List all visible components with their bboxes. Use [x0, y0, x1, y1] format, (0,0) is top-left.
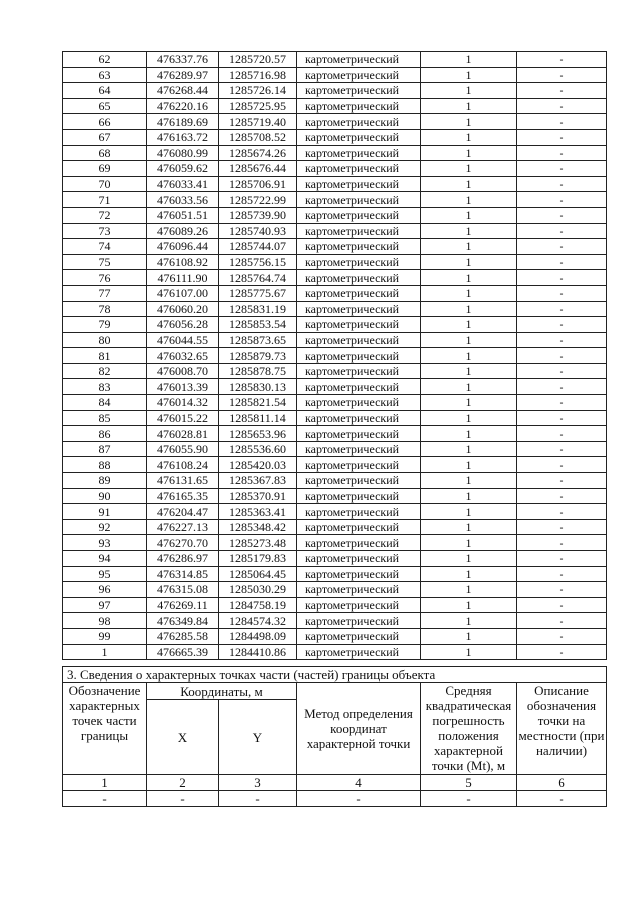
point-number-cell: 79 [63, 317, 147, 333]
table-row [63, 628, 607, 644]
method-cell: картометрический [297, 317, 421, 333]
accuracy-cell: 1 [421, 566, 517, 582]
point-number-cell: 67 [63, 129, 147, 145]
accuracy-cell: 1 [421, 363, 517, 379]
description-cell: - [517, 129, 607, 145]
x-coordinate-cell: 476013.39 [147, 379, 219, 395]
point-number-cell: 80 [63, 332, 147, 348]
table-row [63, 192, 607, 208]
y-coordinate-cell: 1285179.83 [219, 551, 297, 567]
table-row [63, 83, 607, 99]
accuracy-cell: 1 [421, 488, 517, 504]
y-coordinate-cell: 1284574.32 [219, 613, 297, 629]
method-cell: картометрический [297, 441, 421, 457]
accuracy-cell: 1 [421, 98, 517, 114]
accuracy-cell: 1 [421, 301, 517, 317]
header-x: X [147, 700, 219, 775]
column-number: 3 [219, 775, 297, 791]
x-coordinate-cell: 476286.97 [147, 551, 219, 567]
y-coordinate-cell: 1285740.93 [219, 223, 297, 239]
method-cell: картометрический [297, 426, 421, 442]
table-row [63, 161, 607, 177]
accuracy-cell: 1 [421, 270, 517, 286]
point-number-cell: 69 [63, 161, 147, 177]
x-coordinate-cell: 476270.70 [147, 535, 219, 551]
point-number-cell: 65 [63, 98, 147, 114]
table-row [63, 582, 607, 598]
method-cell: картометрический [297, 519, 421, 535]
table-row [63, 129, 607, 145]
method-cell: картометрический [297, 348, 421, 364]
method-cell: картометрический [297, 207, 421, 223]
x-coordinate-cell: 476227.13 [147, 519, 219, 535]
y-coordinate-cell: 1285725.95 [219, 98, 297, 114]
table-row [63, 395, 607, 411]
y-coordinate-cell: 1285536.60 [219, 441, 297, 457]
description-cell: - [517, 379, 607, 395]
accuracy-cell: 1 [421, 332, 517, 348]
method-cell: картометрический [297, 161, 421, 177]
method-cell: картометрический [297, 129, 421, 145]
method-cell: картометрический [297, 192, 421, 208]
table-row [63, 223, 607, 239]
point-number-cell: 83 [63, 379, 147, 395]
method-cell: картометрический [297, 98, 421, 114]
x-coordinate-cell: 476080.99 [147, 145, 219, 161]
accuracy-cell: 1 [421, 519, 517, 535]
x-coordinate-cell: 476060.20 [147, 301, 219, 317]
x-coordinate-cell: 476015.22 [147, 410, 219, 426]
y-coordinate-cell: 1284498.09 [219, 628, 297, 644]
table-row [63, 317, 607, 333]
x-coordinate-cell: 476111.90 [147, 270, 219, 286]
accuracy-cell: 1 [421, 348, 517, 364]
method-cell: картометрический [297, 457, 421, 473]
table-row [63, 644, 607, 660]
method-cell: картометрический [297, 270, 421, 286]
x-coordinate-cell: 476269.11 [147, 597, 219, 613]
empty-cell: - [297, 791, 421, 807]
accuracy-cell: 1 [421, 239, 517, 255]
x-coordinate-cell: 476108.24 [147, 457, 219, 473]
method-cell: картометрический [297, 145, 421, 161]
description-cell: - [517, 98, 607, 114]
accuracy-cell: 1 [421, 426, 517, 442]
accuracy-cell: 1 [421, 83, 517, 99]
table-row [63, 426, 607, 442]
column-number: 5 [421, 775, 517, 791]
point-number-cell: 73 [63, 223, 147, 239]
description-cell: - [517, 613, 607, 629]
x-coordinate-cell: 476268.44 [147, 83, 219, 99]
y-coordinate-cell: 1285722.99 [219, 192, 297, 208]
accuracy-cell: 1 [421, 207, 517, 223]
method-cell: картометрический [297, 473, 421, 489]
accuracy-cell: 1 [421, 52, 517, 68]
y-coordinate-cell: 1285370.91 [219, 488, 297, 504]
x-coordinate-cell: 476032.65 [147, 348, 219, 364]
description-cell: - [517, 223, 607, 239]
point-number-cell: 74 [63, 239, 147, 255]
y-coordinate-cell: 1285878.75 [219, 363, 297, 379]
description-cell: - [517, 395, 607, 411]
x-coordinate-cell: 476315.08 [147, 582, 219, 598]
method-cell: картометрический [297, 535, 421, 551]
point-number-cell: 93 [63, 535, 147, 551]
section3-title: 3. Сведения о характерных точках части (частей) границы объекта [63, 667, 607, 683]
description-cell: - [517, 473, 607, 489]
y-coordinate-cell: 1285367.83 [219, 473, 297, 489]
y-coordinate-cell: 1285420.03 [219, 457, 297, 473]
y-coordinate-cell: 1285676.44 [219, 161, 297, 177]
accuracy-cell: 1 [421, 395, 517, 411]
description-cell: - [517, 67, 607, 83]
point-number-cell: 97 [63, 597, 147, 613]
accuracy-cell: 1 [421, 285, 517, 301]
empty-cell: - [63, 791, 147, 807]
description-cell: - [517, 644, 607, 660]
table-row [63, 239, 607, 255]
x-coordinate-cell: 476204.47 [147, 504, 219, 520]
accuracy-cell: 1 [421, 644, 517, 660]
y-coordinate-cell: 1285708.52 [219, 129, 297, 145]
x-coordinate-cell: 476033.56 [147, 192, 219, 208]
method-cell: картометрический [297, 332, 421, 348]
description-cell: - [517, 207, 607, 223]
boundary-points-table [62, 51, 607, 660]
description-cell: - [517, 285, 607, 301]
table-row [63, 145, 607, 161]
point-number-cell: 87 [63, 441, 147, 457]
description-cell: - [517, 519, 607, 535]
y-coordinate-cell: 1285726.14 [219, 83, 297, 99]
column-number: 6 [517, 775, 607, 791]
table-row [63, 207, 607, 223]
x-coordinate-cell: 476108.92 [147, 254, 219, 270]
accuracy-cell: 1 [421, 192, 517, 208]
description-cell: - [517, 114, 607, 130]
x-coordinate-cell: 476028.81 [147, 426, 219, 442]
x-coordinate-cell: 476220.16 [147, 98, 219, 114]
point-number-cell: 75 [63, 254, 147, 270]
y-coordinate-cell: 1285348.42 [219, 519, 297, 535]
section3-table [62, 666, 607, 807]
point-number-cell: 70 [63, 176, 147, 192]
accuracy-cell: 1 [421, 597, 517, 613]
point-number-cell: 66 [63, 114, 147, 130]
point-number-cell: 64 [63, 83, 147, 99]
accuracy-cell: 1 [421, 317, 517, 333]
x-coordinate-cell: 476051.51 [147, 207, 219, 223]
header-y: Y [219, 700, 297, 775]
empty-cell: - [147, 791, 219, 807]
method-cell: картометрический [297, 566, 421, 582]
accuracy-cell: 1 [421, 582, 517, 598]
x-coordinate-cell: 476131.65 [147, 473, 219, 489]
method-cell: картометрический [297, 395, 421, 411]
header-method: Метод определения координат характерной точки [297, 683, 421, 775]
x-coordinate-cell: 476056.28 [147, 317, 219, 333]
y-coordinate-cell: 1285716.98 [219, 67, 297, 83]
x-coordinate-cell: 476044.55 [147, 332, 219, 348]
y-coordinate-cell: 1285830.13 [219, 379, 297, 395]
y-coordinate-cell: 1285064.45 [219, 566, 297, 582]
y-coordinate-cell: 1285719.40 [219, 114, 297, 130]
y-coordinate-cell: 1284410.86 [219, 644, 297, 660]
description-cell: - [517, 239, 607, 255]
point-number-cell: 72 [63, 207, 147, 223]
column-number: 1 [63, 775, 147, 791]
table-row [63, 410, 607, 426]
method-cell: картометрический [297, 613, 421, 629]
description-cell: - [517, 348, 607, 364]
table-row [63, 254, 607, 270]
description-cell: - [517, 410, 607, 426]
accuracy-cell: 1 [421, 223, 517, 239]
y-coordinate-cell: 1285273.48 [219, 535, 297, 551]
method-cell: картометрический [297, 551, 421, 567]
table-row [63, 441, 607, 457]
y-coordinate-cell: 1285831.19 [219, 301, 297, 317]
x-coordinate-cell: 476285.58 [147, 628, 219, 644]
empty-cell: - [517, 791, 607, 807]
y-coordinate-cell: 1285756.15 [219, 254, 297, 270]
accuracy-cell: 1 [421, 176, 517, 192]
table-row [63, 535, 607, 551]
accuracy-cell: 1 [421, 473, 517, 489]
y-coordinate-cell: 1285706.91 [219, 176, 297, 192]
point-number-cell: 81 [63, 348, 147, 364]
method-cell: картометрический [297, 504, 421, 520]
accuracy-cell: 1 [421, 410, 517, 426]
description-cell: - [517, 457, 607, 473]
accuracy-cell: 1 [421, 379, 517, 395]
method-cell: картометрический [297, 582, 421, 598]
accuracy-cell: 1 [421, 628, 517, 644]
method-cell: картометрический [297, 301, 421, 317]
point-number-cell: 85 [63, 410, 147, 426]
description-cell: - [517, 597, 607, 613]
table-row [63, 114, 607, 130]
x-coordinate-cell: 476008.70 [147, 363, 219, 379]
header-description: Описание обозначения точки на местности (при наличии) [517, 683, 607, 775]
table-row [63, 52, 607, 68]
description-cell: - [517, 317, 607, 333]
column-number: 2 [147, 775, 219, 791]
y-coordinate-cell: 1285739.90 [219, 207, 297, 223]
column-number: 4 [297, 775, 421, 791]
y-coordinate-cell: 1285775.67 [219, 285, 297, 301]
accuracy-cell: 1 [421, 535, 517, 551]
y-coordinate-cell: 1285879.73 [219, 348, 297, 364]
method-cell: картометрический [297, 597, 421, 613]
point-number-cell: 92 [63, 519, 147, 535]
method-cell: картометрический [297, 488, 421, 504]
accuracy-cell: 1 [421, 161, 517, 177]
point-number-cell: 82 [63, 363, 147, 379]
x-coordinate-cell: 476289.97 [147, 67, 219, 83]
point-number-cell: 86 [63, 426, 147, 442]
header-point-designation: Обозначение характерных точек части границы [63, 683, 147, 775]
x-coordinate-cell: 476107.00 [147, 285, 219, 301]
point-number-cell: 77 [63, 285, 147, 301]
description-cell: - [517, 426, 607, 442]
point-number-cell: 62 [63, 52, 147, 68]
table-row [63, 363, 607, 379]
description-cell: - [517, 332, 607, 348]
method-cell: картометрический [297, 285, 421, 301]
table-row [63, 473, 607, 489]
x-coordinate-cell: 476163.72 [147, 129, 219, 145]
point-number-cell: 91 [63, 504, 147, 520]
x-coordinate-cell: 476089.26 [147, 223, 219, 239]
point-number-cell: 71 [63, 192, 147, 208]
method-cell: картометрический [297, 239, 421, 255]
accuracy-cell: 1 [421, 551, 517, 567]
description-cell: - [517, 566, 607, 582]
description-cell: - [517, 192, 607, 208]
x-coordinate-cell: 476055.90 [147, 441, 219, 457]
point-number-cell: 63 [63, 67, 147, 83]
y-coordinate-cell: 1285853.54 [219, 317, 297, 333]
y-coordinate-cell: 1284758.19 [219, 597, 297, 613]
method-cell: картометрический [297, 52, 421, 68]
table-row [63, 98, 607, 114]
description-cell: - [517, 270, 607, 286]
point-number-cell: 89 [63, 473, 147, 489]
accuracy-cell: 1 [421, 613, 517, 629]
y-coordinate-cell: 1285821.54 [219, 395, 297, 411]
description-cell: - [517, 441, 607, 457]
table-row [63, 613, 607, 629]
y-coordinate-cell: 1285363.41 [219, 504, 297, 520]
point-number-cell: 94 [63, 551, 147, 567]
accuracy-cell: 1 [421, 145, 517, 161]
x-coordinate-cell: 476665.39 [147, 644, 219, 660]
table-row [63, 348, 607, 364]
y-coordinate-cell: 1285873.65 [219, 332, 297, 348]
description-cell: - [517, 176, 607, 192]
description-cell: - [517, 52, 607, 68]
method-cell: картометрический [297, 114, 421, 130]
table-row [63, 379, 607, 395]
method-cell: картометрический [297, 379, 421, 395]
description-cell: - [517, 363, 607, 379]
x-coordinate-cell: 476189.69 [147, 114, 219, 130]
description-cell: - [517, 161, 607, 177]
accuracy-cell: 1 [421, 457, 517, 473]
point-number-cell: 1 [63, 644, 147, 660]
y-coordinate-cell: 1285720.57 [219, 52, 297, 68]
table-row [63, 488, 607, 504]
x-coordinate-cell: 476165.35 [147, 488, 219, 504]
y-coordinate-cell: 1285653.96 [219, 426, 297, 442]
x-coordinate-cell: 476096.44 [147, 239, 219, 255]
table-row [63, 332, 607, 348]
method-cell: картометрический [297, 410, 421, 426]
accuracy-cell: 1 [421, 114, 517, 130]
description-cell: - [517, 582, 607, 598]
y-coordinate-cell: 1285674.26 [219, 145, 297, 161]
table-row [63, 597, 607, 613]
method-cell: картометрический [297, 628, 421, 644]
table-row [63, 285, 607, 301]
method-cell: картометрический [297, 644, 421, 660]
table-row [63, 457, 607, 473]
point-number-cell: 98 [63, 613, 147, 629]
accuracy-cell: 1 [421, 67, 517, 83]
point-number-cell: 84 [63, 395, 147, 411]
x-coordinate-cell: 476337.76 [147, 52, 219, 68]
point-number-cell: 90 [63, 488, 147, 504]
accuracy-cell: 1 [421, 504, 517, 520]
point-number-cell: 88 [63, 457, 147, 473]
method-cell: картометрический [297, 223, 421, 239]
x-coordinate-cell: 476014.32 [147, 395, 219, 411]
table-row [63, 504, 607, 520]
method-cell: картометрический [297, 67, 421, 83]
accuracy-cell: 1 [421, 254, 517, 270]
description-cell: - [517, 551, 607, 567]
table-row [63, 176, 607, 192]
point-number-cell: 68 [63, 145, 147, 161]
table-row [63, 566, 607, 582]
table-row [63, 551, 607, 567]
y-coordinate-cell: 1285811.14 [219, 410, 297, 426]
accuracy-cell: 1 [421, 129, 517, 145]
x-coordinate-cell: 476314.85 [147, 566, 219, 582]
point-number-cell: 95 [63, 566, 147, 582]
y-coordinate-cell: 1285744.07 [219, 239, 297, 255]
description-cell: - [517, 145, 607, 161]
point-number-cell: 78 [63, 301, 147, 317]
y-coordinate-cell: 1285764.74 [219, 270, 297, 286]
description-cell: - [517, 301, 607, 317]
method-cell: картометрический [297, 254, 421, 270]
x-coordinate-cell: 476059.62 [147, 161, 219, 177]
description-cell: - [517, 535, 607, 551]
table-row [63, 67, 607, 83]
empty-cell: - [219, 791, 297, 807]
table-row [63, 301, 607, 317]
header-coordinates: Координаты, м [147, 683, 297, 700]
description-cell: - [517, 488, 607, 504]
y-coordinate-cell: 1285030.29 [219, 582, 297, 598]
description-cell: - [517, 504, 607, 520]
description-cell: - [517, 254, 607, 270]
method-cell: картометрический [297, 363, 421, 379]
table-row [63, 270, 607, 286]
point-number-cell: 76 [63, 270, 147, 286]
x-coordinate-cell: 476349.84 [147, 613, 219, 629]
point-number-cell: 96 [63, 582, 147, 598]
accuracy-cell: 1 [421, 441, 517, 457]
description-cell: - [517, 628, 607, 644]
x-coordinate-cell: 476033.41 [147, 176, 219, 192]
header-accuracy: Средняя квадратическая погрешность положения характерной точки (Mt), м [421, 683, 517, 775]
description-cell: - [517, 83, 607, 99]
table-row [63, 519, 607, 535]
method-cell: картометрический [297, 83, 421, 99]
point-number-cell: 99 [63, 628, 147, 644]
empty-cell: - [421, 791, 517, 807]
method-cell: картометрический [297, 176, 421, 192]
